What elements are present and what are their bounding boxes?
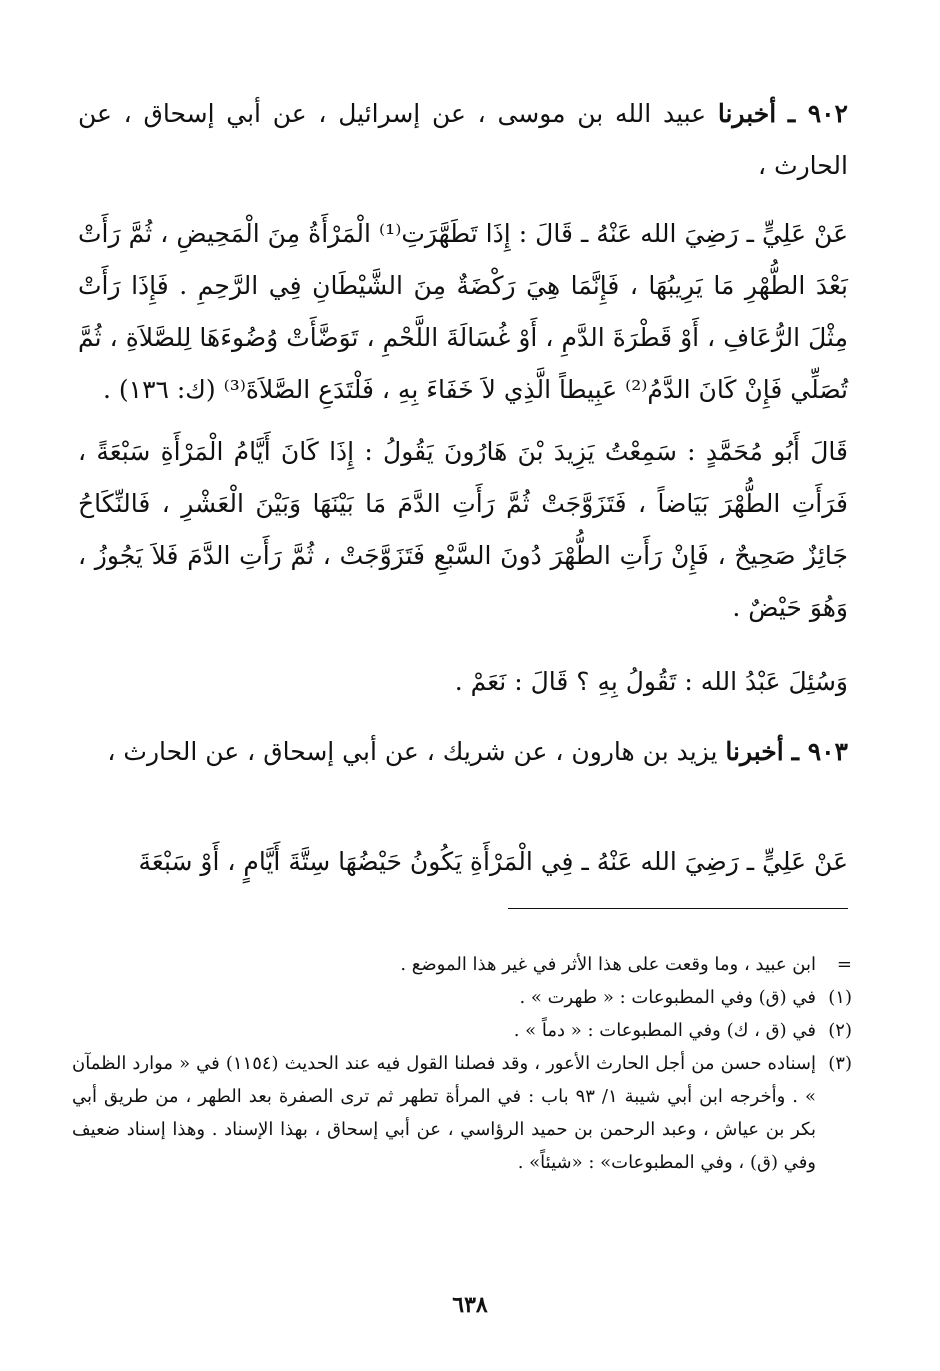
- footnotes: [72, 948, 852, 1179]
- hadith-902-isnad: [78, 88, 848, 192]
- matn-902-line-1: عَنْ عَلِيٍّ ـ رَضِيَ الله عَنْهُ ـ قَالَ : إِذَا تَطَهَّرَتِ⁽¹⁾ الْمَرْأَةُ مِنَ الْمَحِيضِ ، ثُمَّ: [128, 219, 848, 248]
- isnad-903-text: يزيد بن هارون ، عن شريك ، عن أبي إسحاق ، عن الحارث ،: [107, 737, 718, 766]
- abdullah-question: [78, 656, 848, 708]
- footnote-marker: (١): [828, 987, 852, 1008]
- akhbarana-label: أخبرنا: [717, 99, 777, 128]
- footnote-continuation: [72, 948, 852, 981]
- hadith-903-matn: [78, 836, 848, 888]
- question-text: وَسُئِلَ عَبْدُ الله : تَقُولُ بِهِ ؟ قَالَ : نَعَمْ .: [454, 667, 848, 696]
- footnote-marker: (٣): [828, 1053, 852, 1074]
- hadith-number-902: ٩٠٢ ـ: [787, 99, 848, 128]
- abu-muhammad-line-3: فَالنِّكَاحُ جَائِزٌ صَحِيحٌ ، فَإِنْ رَأَتِ الطُّهْرَ دُونَ السَّبْعِ فَتَزَوَّجَتْ ، ثُمَّ رَأَتِ الدَّمَ: [78, 489, 848, 570]
- footnote-separator: [508, 908, 848, 909]
- matn-903-text: عَنْ عَلِيٍّ ـ رَضِيَ الله عَنْهُ ـ فِي الْمَرْأَةِ يَكُونُ حَيْضُهَا سِتَّةَ أَيَّامٍ ، أَوْ سَبْعَةَ: [138, 847, 848, 876]
- abu-muhammad-line-2: سَبْعَةً ، فَرَأَتِ الطُّهْرَ بَيَاضاً ، فَتَزَوَّجَتْ ثُمَّ رَأَتِ الدَّمَ مَا بَيْنَهَا وَبَيْنَ الْعَشْرِ ،: [78, 437, 848, 518]
- isnad-902-text: عبيد الله بن موسى ، عن إسرائيل ، عن أبي إسحاق ، عن الحارث ،: [78, 99, 848, 180]
- akhbarana-label: أخبرنا: [725, 737, 784, 766]
- footnote-text: في (ق) وفي المطبوعات : « طهرت » .: [519, 987, 816, 1008]
- matn-902-line-2: رَأَتْ بَعْدَ الطُّهْرِ مَا يَرِيبُهَا ، فَإِنَّمَا هِيَ رَكْضَةٌ مِنَ الشَّيْطَانِ فِي الرَّحِمِ . فَإِذَا رَأَتْ: [78, 219, 848, 300]
- footnote-2: [72, 1014, 852, 1047]
- page-number: ٦٣٨: [452, 1292, 488, 1318]
- footnote-1: [72, 981, 852, 1014]
- hadith-number-903: ٩٠٣ ـ: [791, 737, 848, 766]
- hadith-902-matn: [78, 208, 848, 416]
- footnote-text: إسناده حسن من أجل الحارث الأعور ، وقد فصلنا القول فيه عند الحديث (١١٥٤) في « موارد الظمآن » . وأخرجه ابن أبي شيبة ١/ ٩٣ باب : في المرأة تطهر ثم ترى الصفرة بعد الطهر ، من طريق أبي بكر بن عياش ، وعبد الرحمن بن حميد الرؤاسي ، عن أبي إسحاق ، بهذا الإسناد . وهذا إسناد ضعيف وفي (ق) ، وفي المطبوعات» : «شيئاً» .: [72, 1053, 816, 1173]
- abu-muhammad-comment: [78, 426, 848, 634]
- abu-muhammad-line-1: قَالَ أَبُو مُحَمَّدٍ : سَمِعْتُ يَزِيدَ بْنَ هَارُونَ يَقُولُ : إِذَا كَانَ أَيَّامُ الْمَرْأَةِ: [160, 437, 848, 466]
- footnote-text: في (ق ، ك) وفي المطبوعات : « دماً » .: [513, 1020, 816, 1041]
- footnote-text: ابن عبيد ، وما وقعت على هذا الأثر في غير هذا الموضع .: [400, 954, 816, 975]
- matn-902-line-4: ثُمَّ تُصَلِّي فَإِنْ كَانَ الدَّمُ⁽²⁾ عَبِيطاً الَّذِي لاَ خَفَاءَ بِهِ ، فَلْتَدَعِ الصَّلاَةَ⁽³⁾ (ك: ١٣٦) .: [78, 323, 848, 404]
- hadith-903-isnad: [78, 726, 848, 778]
- footnote-marker: =: [836, 954, 852, 975]
- footnote-marker: (٢): [828, 1020, 852, 1041]
- matn-902-line-3: مِثْلَ الرُّعَافِ ، أَوْ قَطْرَةَ الدَّمِ ، أَوْ غُسَالَةَ اللَّحْمِ ، تَوَضَّأَتْ وُضُوءَهَا لِلصَّلاَةِ ،: [109, 323, 848, 352]
- footnote-3: [72, 1047, 852, 1179]
- abu-muhammad-line-4: فَلاَ يَجُوزُ ، وَهُوَ حَيْضٌ .: [78, 541, 848, 622]
